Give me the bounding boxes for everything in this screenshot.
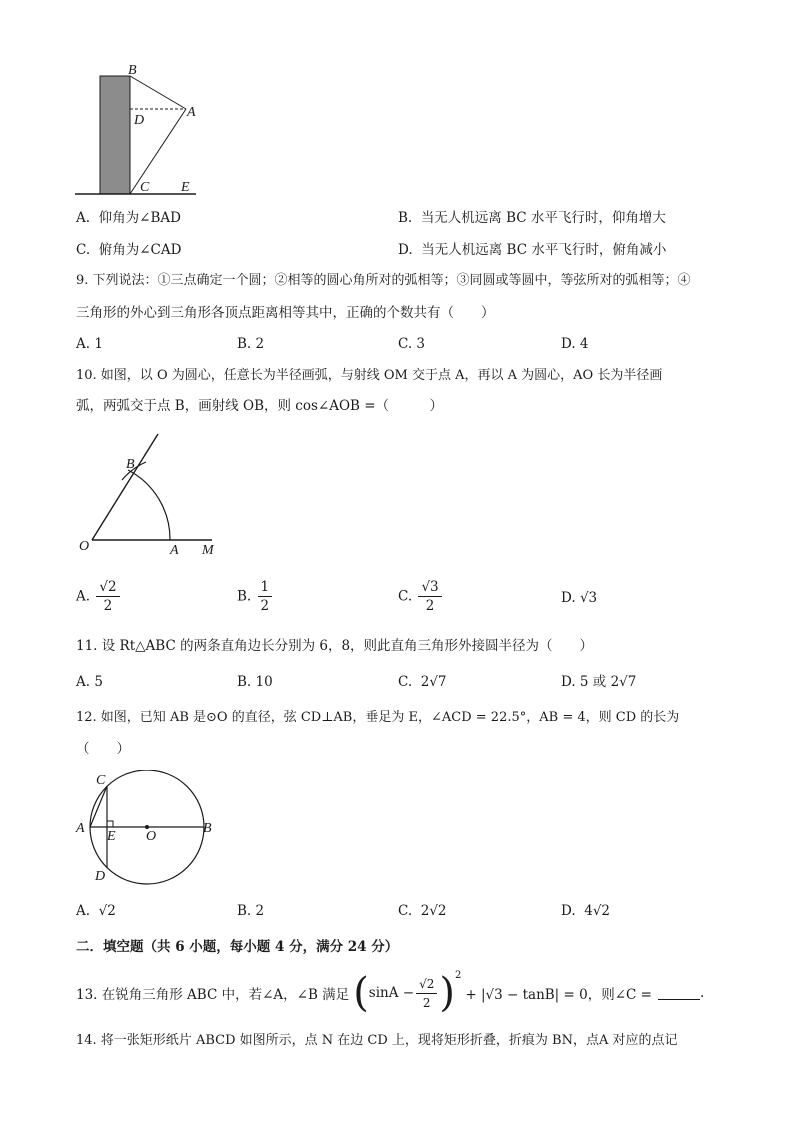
label-B: B bbox=[126, 457, 135, 472]
q12-option-d bbox=[561, 902, 610, 920]
q13-close-paren: ) bbox=[439, 970, 455, 1016]
q10-option-c-denominator: 2 bbox=[425, 598, 435, 614]
q8-option-b-text: 当无人机远离 BC 水平飞行时，仰角增大 bbox=[420, 210, 666, 226]
label-A: A bbox=[76, 821, 85, 836]
segment-AC bbox=[90, 786, 107, 827]
label-D: D bbox=[134, 113, 145, 128]
label-D: D bbox=[95, 869, 106, 884]
label-A: A bbox=[170, 543, 179, 558]
q12-option-d-letter: D. bbox=[561, 903, 576, 919]
q10-option-a-denominator: 2 bbox=[103, 598, 113, 614]
q10-line1: 10. 如图，以 O 为圆心，任意长为半径画弧，与射线 OM 交于点 A，再以 A 为圆心，AO 长为半径画 bbox=[76, 368, 663, 383]
q13-fraction-denominator: 2 bbox=[422, 995, 431, 1010]
q12-option-c bbox=[398, 902, 447, 920]
label-C: C bbox=[96, 773, 106, 788]
q10-option-c-numerator: √3 bbox=[418, 578, 441, 597]
q9-line2: 三角形的外心到三角形各顶点距离相等其中，正确的个数共有（ ） bbox=[76, 305, 495, 321]
q10-option-a bbox=[76, 578, 122, 615]
q13-exponent: 2 bbox=[454, 970, 462, 981]
label-B: B bbox=[203, 821, 212, 836]
q10-option-c bbox=[398, 578, 444, 615]
q12-option-a bbox=[76, 902, 116, 920]
label-O: O bbox=[79, 539, 90, 554]
label-E: E bbox=[181, 180, 190, 195]
building-drone-figure bbox=[70, 58, 210, 200]
label-A: A bbox=[187, 105, 196, 120]
q8-option-c-letter: C. bbox=[76, 242, 91, 258]
label-M: M bbox=[202, 543, 214, 558]
q9-line1: 9. 下列说法：①三点确定一个圆；②相等的圆心角所对的弧相等；③同圆或等圆中，等弦所对的弧相等；④ bbox=[76, 273, 691, 288]
q14-line1: 14. 将一张矩形纸片 ABCD 如图所示，点 N 在边 CD 上，现将矩形折叠，折痕为 BN，点A 对应的点记 bbox=[76, 1033, 678, 1048]
q11-option-a: A. 5 bbox=[76, 674, 103, 690]
q8-option-d-letter: D. bbox=[398, 242, 413, 258]
q9-option-d: D. 4 bbox=[561, 336, 589, 352]
q9-option-c: C. 3 bbox=[398, 336, 426, 352]
q12-option-c-value: 2√2 bbox=[420, 903, 447, 919]
q12-line2: （ ） bbox=[76, 741, 130, 757]
q13-suffix: . bbox=[699, 985, 705, 1001]
q12-line1: 12. 如图，已知 AB 是⊙O 的直径，弦 CD⊥AB，垂足为 E，∠ACD = 22.5°，AB = 4，则 CD 的长为 bbox=[76, 710, 680, 725]
q12-option-a-letter: A. bbox=[76, 903, 91, 919]
q8-option-b bbox=[398, 209, 666, 227]
angle-construction-figure bbox=[76, 428, 226, 560]
q13-fraction bbox=[416, 975, 437, 1012]
q13-answer-blank[interactable] bbox=[658, 987, 700, 1000]
q9-option-a: A. 1 bbox=[76, 336, 103, 352]
line-BA bbox=[130, 76, 186, 109]
q10-option-a-fraction bbox=[96, 578, 119, 615]
q11-option-c-value: 2√7 bbox=[420, 674, 447, 690]
q10-option-b-letter: B. bbox=[237, 588, 252, 605]
q11-line1: 11. 设 Rt△ABC 的两条直角边长分别为 6，8，则此直角三角形外接圆半径为（ ） bbox=[76, 638, 594, 654]
q12-option-c-letter: C. bbox=[398, 903, 413, 919]
q10-option-b-fraction bbox=[258, 578, 273, 615]
q8-option-a-text: 仰角为∠BAD bbox=[98, 210, 181, 226]
q11-option-d: D. 5 或 2√7 bbox=[561, 674, 637, 690]
q13-prefix: 13. 在锐角三角形 ABC 中，若∠A，∠B 满足 bbox=[76, 987, 350, 1003]
q10-option-d-letter: D. bbox=[561, 590, 576, 606]
label-C: C bbox=[140, 180, 150, 195]
label-B: B bbox=[128, 63, 137, 78]
q8-option-d bbox=[398, 241, 666, 259]
q8-option-b-letter: B. bbox=[398, 210, 413, 226]
right-angle-mark bbox=[107, 821, 113, 827]
q12-option-d-value: 4√2 bbox=[584, 903, 611, 919]
building bbox=[100, 76, 130, 194]
q10-option-c-letter: C. bbox=[398, 588, 413, 605]
q8-option-a-letter: A. bbox=[76, 210, 91, 226]
q13-expr2: + |√3 − tanB| = 0，则∠C = bbox=[465, 987, 652, 1003]
q10-option-b-denominator: 2 bbox=[260, 598, 270, 614]
q13-expr1: sinA − bbox=[368, 985, 415, 1001]
q8-option-a bbox=[76, 209, 181, 227]
q12-option-a-value: √2 bbox=[98, 903, 116, 919]
arc-from-A bbox=[128, 470, 170, 540]
q10-option-c-fraction bbox=[418, 578, 441, 615]
q13-fraction-numerator: √2 bbox=[416, 975, 437, 994]
q11-option-c bbox=[398, 673, 447, 691]
q10-option-d-value: √3 bbox=[579, 590, 598, 606]
q10-option-a-numerator: √2 bbox=[96, 578, 119, 597]
q8-option-c-text: 俯角为∠CAD bbox=[98, 242, 182, 258]
ray-OB bbox=[92, 434, 158, 540]
q10-option-b bbox=[237, 578, 274, 615]
q10-option-b-numerator: 1 bbox=[258, 578, 273, 597]
q13-line bbox=[76, 968, 704, 1018]
circle-chord-figure bbox=[72, 770, 222, 888]
q13-open-paren: ( bbox=[353, 970, 369, 1016]
q10-option-a-letter: A. bbox=[76, 588, 91, 605]
q12-option-b: B. 2 bbox=[237, 903, 265, 919]
label-O: O bbox=[146, 829, 157, 844]
label-E: E bbox=[107, 829, 116, 844]
q10-line2: 弧，两弧交于点 B，画射线 OB，则 cos∠AOB =（ ） bbox=[76, 398, 444, 414]
q10-option-d bbox=[561, 589, 597, 607]
q11-option-b: B. 10 bbox=[237, 674, 273, 690]
q9-option-b: B. 2 bbox=[237, 336, 265, 352]
q8-option-d-text: 当无人机远离 BC 水平飞行时，俯角减小 bbox=[421, 242, 667, 258]
section-2-heading: 二．填空题（共 6 小题，每小题 4 分，满分 24 分） bbox=[76, 939, 399, 955]
q8-option-c bbox=[76, 241, 181, 259]
q11-option-c-letter: C. bbox=[398, 674, 413, 690]
